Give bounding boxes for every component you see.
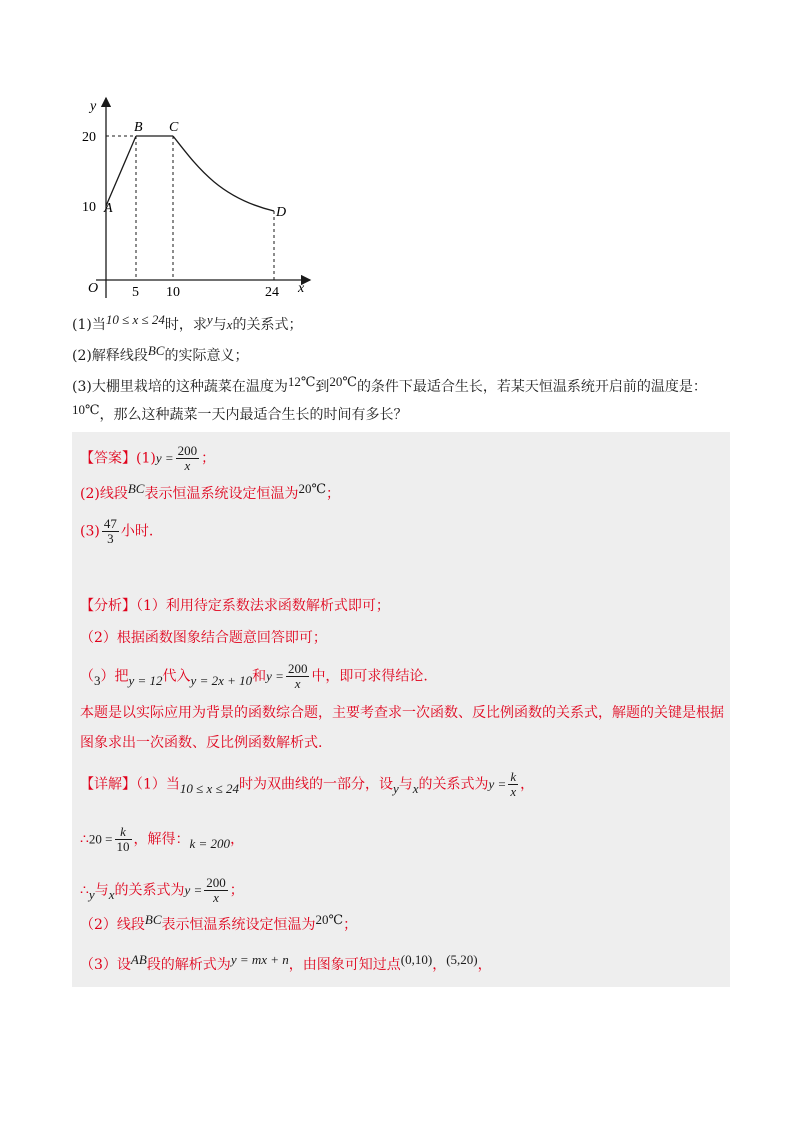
detail-1-b: 时为双曲线的一部分，设 <box>238 776 393 793</box>
answer-3-fraction <box>102 517 119 546</box>
answer-3-prefix: (3) <box>80 523 100 540</box>
answer-2-mid: 表示恒温系统设定恒温为 <box>144 486 299 502</box>
analysis-1-num: （1） <box>136 598 166 614</box>
origin-label: O <box>88 281 99 296</box>
analysis-3-d: 中，即可求得结论. <box>311 668 428 685</box>
answer-line-3 <box>80 517 153 546</box>
analysis-2-num: （2） <box>80 630 117 646</box>
x-axis-label: x <box>298 281 305 296</box>
question-1 <box>72 312 303 335</box>
analysis-3-eq1: y = 12 <box>128 672 163 688</box>
detail-2-b: ，解得： <box>133 831 190 848</box>
analysis-summary: 本题是以实际应用为背景的函数综合题，主要考查求一次函数、反比例函数的关系式，解题的关键是根据图象求出一次函数、反比例函数解析式. <box>80 705 724 751</box>
q3-temp-high: 20℃ <box>329 374 357 389</box>
detail-3-x: x <box>108 886 115 902</box>
analysis-3-b: 代入 <box>162 668 191 685</box>
q1-suffix: 的关系式； <box>232 317 303 333</box>
detail-line-4 <box>80 912 358 935</box>
detail-2-eq: 20 = <box>88 831 113 847</box>
answer-3-num: 47 <box>103 516 117 531</box>
analysis-3-n: 3 <box>94 672 101 688</box>
detail-line-3 <box>80 876 244 905</box>
detail-1-num: k <box>510 769 517 784</box>
detail-2-num: k <box>115 825 132 840</box>
answer-1-den: x <box>184 458 191 473</box>
answer-1-prefix: (1) <box>136 450 156 467</box>
y-tick-20: 20 <box>82 130 96 145</box>
analysis-1-text: 利用待定系数法求函数解析式即可； <box>165 598 390 614</box>
answer-2-prefix: (2)线段 <box>80 486 128 502</box>
answer-line-1 <box>80 444 215 473</box>
question-3-line1 <box>72 374 707 397</box>
analysis-line-3 <box>80 662 428 691</box>
analysis-3-a: 把 <box>114 668 129 685</box>
detail-5-c: ，由图象可知过点 <box>288 957 401 973</box>
x-tick-24: 24 <box>265 285 279 300</box>
answer-2-temp: 20℃ <box>298 481 327 496</box>
answer-tag: 【答案】 <box>80 450 136 467</box>
analysis-3-eq3: y = <box>266 668 284 684</box>
detail-5-point-2: (5,20) <box>446 952 478 967</box>
q1-var-x: x <box>226 317 233 332</box>
q3-to: 到 <box>315 379 330 395</box>
point-d-label: D <box>276 205 287 220</box>
answer-3-den: 3 <box>107 531 114 546</box>
detail-3-d: ； <box>229 882 244 899</box>
detail-3-y: y <box>88 886 95 902</box>
y-axis-label: y <box>90 99 97 114</box>
detail-line-5 <box>80 952 492 975</box>
q2-suffix: 的实际意义； <box>164 348 249 364</box>
analysis-3-num: 200 <box>287 661 308 676</box>
q1-prefix: (1)当 <box>72 317 106 333</box>
detail-1-y: y <box>392 780 399 796</box>
analysis-3-close: ） <box>100 668 115 685</box>
segment-ab <box>106 136 136 206</box>
q3-line2-suffix: ，那么这种蔬菜一天内最适合生长的时间有多长？ <box>99 407 408 423</box>
point-b-label: B <box>134 120 143 135</box>
curve-cd <box>173 136 274 211</box>
analysis-3-open: （ <box>80 668 94 685</box>
detail-4-c: ； <box>343 917 358 933</box>
detail-1-c: 与 <box>398 776 413 793</box>
detail-tag: 【详解】 <box>80 776 136 793</box>
detail-1-den: x <box>510 784 517 799</box>
analysis-2-text: 根据函数图象结合题意回答即可； <box>116 630 327 646</box>
analysis-3-eq2: y = 2x + 10 <box>190 672 253 688</box>
detail-4-segment: BC <box>144 912 162 927</box>
detail-5-sep: ， <box>432 957 447 973</box>
detail-3-num: 200 <box>206 875 226 890</box>
analysis-3-fraction <box>286 662 310 691</box>
detail-3-fraction <box>204 876 228 905</box>
detail-5-b: 段的解析式为 <box>146 957 231 973</box>
q3-temp-start: 10℃ <box>72 402 100 417</box>
q1-mid2: 与 <box>212 317 227 333</box>
detail-4-a: （2）线段 <box>80 917 145 933</box>
function-graph <box>70 88 320 303</box>
q1-var-y: y <box>206 312 213 327</box>
answer-3-suffix: 小时. <box>120 523 154 540</box>
detail-1-d: 的关系式为 <box>418 776 489 793</box>
point-c-label: C <box>169 120 179 135</box>
answer-2-segment: BC <box>127 481 145 496</box>
question-2 <box>72 343 249 366</box>
detail-5-point-1: (0,10) <box>400 952 433 967</box>
point-a-label: A <box>104 201 113 216</box>
answer-1-num: 200 <box>177 443 198 458</box>
analysis-line-2 <box>80 628 327 648</box>
x-tick-10: 10 <box>166 285 180 300</box>
detail-5-segment: AB <box>130 952 147 967</box>
detail-2-c: ， <box>230 831 245 848</box>
q3-temp-low: 12℃ <box>287 374 316 389</box>
detail-1-condition: 10 ≤ x ≤ 24 <box>179 780 239 796</box>
detail-5-a: （3）设 <box>80 957 131 973</box>
detail-5-d: ， <box>477 957 492 973</box>
q1-condition: 10 ≤ x ≤ 24 <box>105 312 165 327</box>
detail-1-fraction <box>508 770 518 799</box>
detail-1-x: x <box>412 780 419 796</box>
detail-3-b: 与 <box>94 882 109 899</box>
question-3-line2 <box>72 402 408 425</box>
detail-3-den: x <box>213 890 219 905</box>
answer-2-suffix: ； <box>326 486 341 502</box>
detail-1-e: ， <box>520 776 535 793</box>
detail-4-temp: 20℃ <box>315 912 344 927</box>
detail-2-result: k = 200 <box>189 835 231 851</box>
answer-1-suffix: ； <box>201 450 216 467</box>
detail-3-eq: y = <box>184 882 203 898</box>
analysis-line-1 <box>80 596 390 616</box>
y-tick-10: 10 <box>82 200 96 215</box>
detail-2-den: 10 <box>116 839 130 854</box>
detail-2-fraction <box>115 825 132 854</box>
q1-mid1: 时，求 <box>164 317 207 333</box>
x-tick-5: 5 <box>132 285 139 300</box>
detail-2-therefore: ∴ <box>80 831 89 848</box>
analysis-3-den: x <box>294 676 301 691</box>
detail-3-therefore: ∴ <box>80 882 89 899</box>
detail-line-1 <box>80 770 534 799</box>
answer-line-2 <box>80 481 341 504</box>
q3-prefix: (3)大棚里栽培的这种蔬菜在温度为 <box>72 379 288 395</box>
detail-4-b: 表示恒温系统设定恒温为 <box>161 917 316 933</box>
detail-line-2 <box>80 825 244 854</box>
detail-1-eq: y = <box>488 776 507 792</box>
q3-line1-suffix: 的条件下最适合生长，若某天恒温系统开启前的温度是： <box>356 379 707 395</box>
answer-1-fraction <box>176 444 200 473</box>
q2-segment: BC <box>147 343 165 358</box>
q2-prefix: (2)解释线段 <box>72 348 148 364</box>
analysis-tag: 【分析】 <box>80 598 136 614</box>
answer-1-eq: y = <box>155 450 174 466</box>
analysis-3-c: 和 <box>252 668 267 685</box>
detail-5-eq: y = mx + n <box>230 952 289 967</box>
detail-3-c: 的关系式为 <box>114 882 185 899</box>
detail-1-a: （1）当 <box>136 776 180 793</box>
